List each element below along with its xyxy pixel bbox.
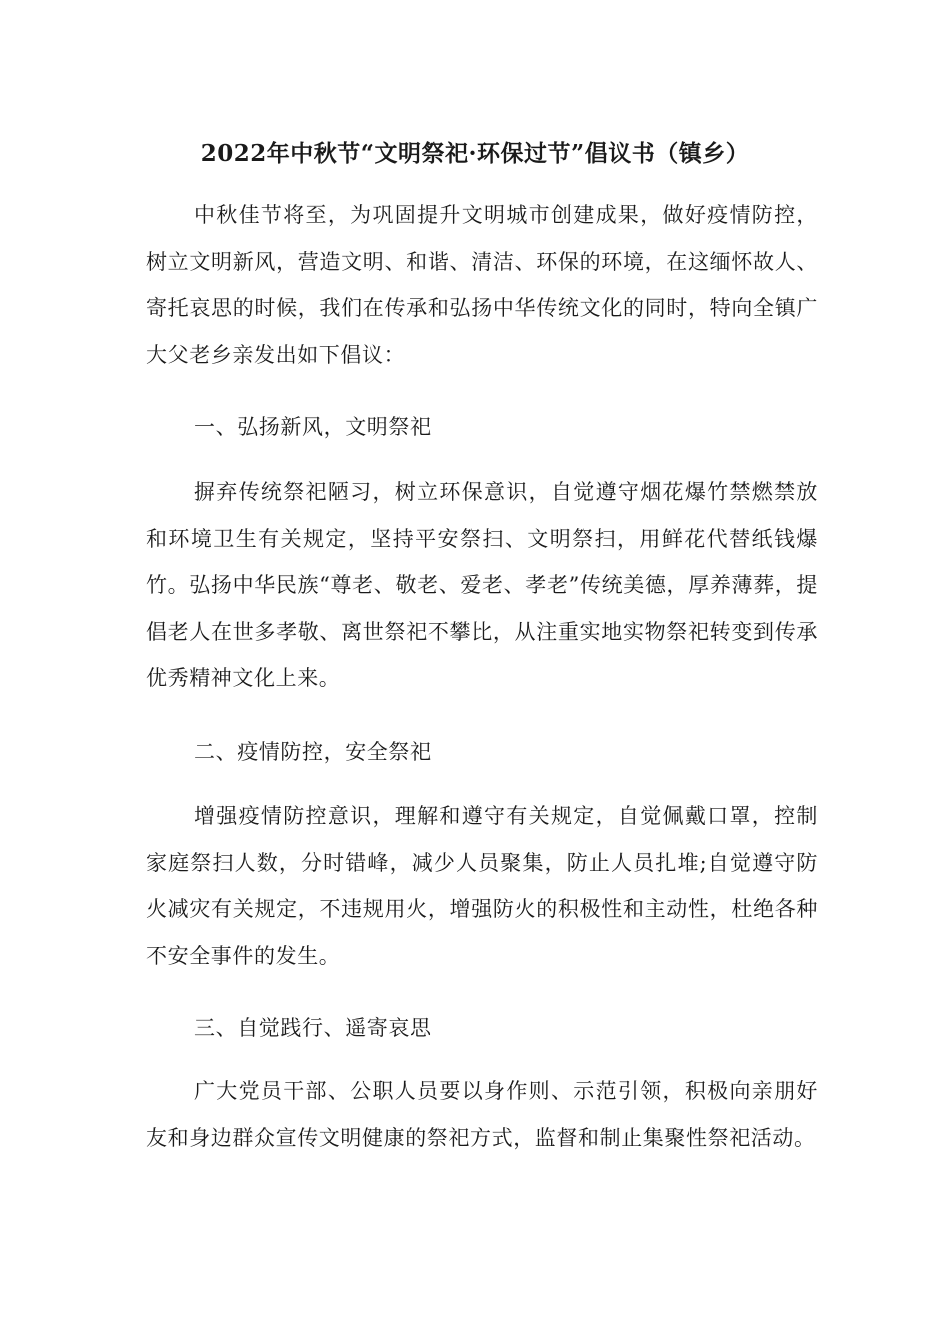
section-body-3: 广大党员干部、公职人员要以身作则、示范引领，积极向亲朋好友和身边群众宣传文明健康的祭祀方式，监督和制止集聚性祭祀活动。 — [146, 1079, 818, 1150]
intro-paragraph: 中秋佳节将至，为巩固提升文明城市创建成果，做好疫情防控，树立文明新风，营造文明、和谐、清洁、环保的环境，在这缅怀故人、寄托哀思的时候，我们在传承和弘扬中华传统文化的同时，特向全镇广大父老乡亲发出如下倡议： — [146, 203, 818, 367]
section-body-2: 增强疫情防控意识，理解和遵守有关规定，自觉佩戴口罩，控制家庭祭扫人数，分时错峰，减少人员聚集，防止人员扎堆;自觉遵守防火减灾有关规定，不违规用火，增强防火的积极性和主动性，杜绝各种不安全事件的发生。 — [146, 804, 818, 968]
document-title: 2022年中秋节“文明祭祀·环保过节”倡议书（镇乡） — [200, 140, 750, 167]
section-heading-2: 二、疫情防控，安全祭祀 — [194, 740, 432, 764]
section-heading-3: 三、自觉践行、遥寄哀思 — [194, 1016, 432, 1040]
section-heading-1: 一、弘扬新风，文明祭祀 — [194, 415, 432, 439]
section-body-1: 摒弃传统祭祀陋习，树立环保意识，自觉遵守烟花爆竹禁燃禁放和环境卫生有关规定，坚持平安祭扫、文明祭扫，用鲜花代替纸钱爆竹。弘扬中华民族“尊老、敬老、爱老、孝老”传统美德，厚养薄葬，提倡老人在世多孝敬、离世祭祀不攀比，从注重实地实物祭祀转变到传承优秀精神文化上来。 — [146, 480, 818, 690]
